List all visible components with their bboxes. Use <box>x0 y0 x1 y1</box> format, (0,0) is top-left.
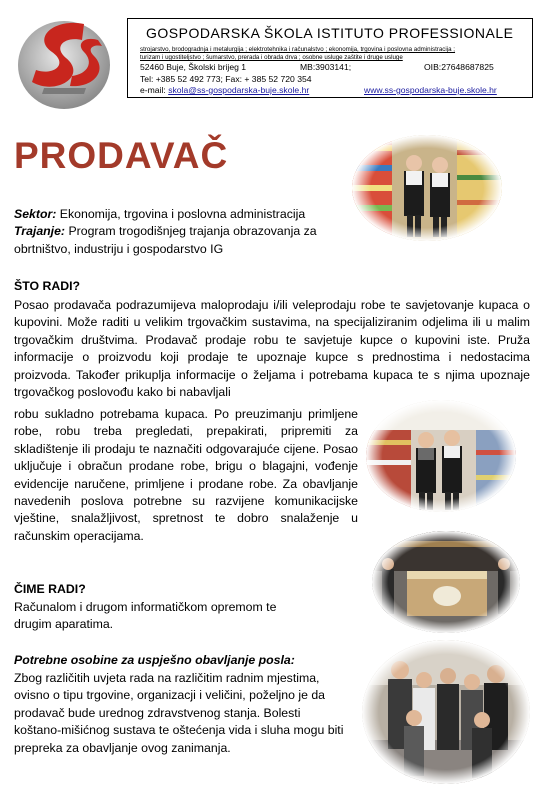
address-row <box>140 62 494 72</box>
departments-line-2: turizam i ugostiteljstvo ; šumarstvo, prerada i obrada drva ; osobne usluge zaštite i druge usluge <box>140 54 403 61</box>
address: 52460 Buje, Školski brijeg 1 <box>140 62 247 72</box>
fair-stand-photo <box>372 531 520 634</box>
duration-label: Trajanje: <box>14 224 66 239</box>
email-label: e-mail: <box>140 85 166 95</box>
school-logo <box>14 10 114 115</box>
works-with-heading: ČIME RADI? <box>14 582 86 596</box>
sector-value: Ekonomija, trgovina i poslovna administracija <box>56 207 306 221</box>
duration-value: Program trogodišnjeg trajanja obrazovanja za obrtništvo, industriju i gospodarstvo IG <box>14 224 317 256</box>
oib-number: OIB:27648687825 <box>424 62 494 72</box>
store-staff-photo <box>352 135 502 242</box>
school-name: GOSPODARSKA ŠKOLA ISTITUTO PROFESSIONALE <box>146 25 514 41</box>
students-group-photo <box>362 640 530 784</box>
page-title: PRODAVAČ <box>14 135 229 176</box>
mb-number: MB:3903141; <box>300 62 352 72</box>
email-row <box>140 85 497 95</box>
store-interior-photo <box>366 400 516 513</box>
what-does-heading: ŠTO RADI? <box>14 279 81 293</box>
email-link[interactable]: skola@ss-gospodarska-buje.skole.hr <box>168 85 310 95</box>
sector-duration-block <box>14 206 349 258</box>
what-does-paragraph-1: Posao prodavača podrazumijeva maloprodaju i/ili veleprodaju robe te savjetovanje kupaca o kupovini. Može raditi u velikim trgovačkim sustavima, na specijaliziranim odjelima ili u malim trgovačkim društvima. Prodavač prodaje robu te savjetuje kupce o kupovini iste. Pruža informacije o proizvodu koji prodaje te upoznaje kupce s prednostima i nedostacima proizvoda. Također prikuplja informacije o željama i potrebama kupaca te s njima upoznaje trgovačkog poslovođu kako bi nabavljali <box>14 298 530 400</box>
school-header-box <box>127 18 533 98</box>
departments-line-1: strojarstvo, brodogradnja i metalurgija ; elektrotehnika i računalstvo ; ekonomija, trgovina i poslovna administracija ; <box>140 46 456 53</box>
required-traits-text: Zbog različitih uvjeta rada na različitim radnim mjestima, ovisno o tipu trgovine, organizacji i veličini, poželjno je da prodavač bude urednog zdravstvenog stanja. Bolesti koštano-mišićnog sustava te oštećenja vida i sluha mogu biti prepreka za obavljanje ovog zanimanja. <box>14 671 344 755</box>
what-does-paragraph-2: robu sukladno potrebama kupaca. Po preuzimanju primljene robe, robu treba pregledati, prepakirati, pripremiti za skladištenje ili prodaju te naznačiti odgovarajuće cijene. Posao uključuje i obračun prodane robe, brigu o blagajni, vođenje evidencije naručene, primljene i prodane robe. Za obavljanje navedenih poslova potrebne su razvijene komunikacijske vještine, snalažljivost, spretnost te dobro snalaženje u računskim operacijama. <box>14 407 358 543</box>
sector-label: Sektor: <box>14 207 57 221</box>
website-link[interactable]: www.ss-gospodarska-buje.skole.hr <box>364 85 497 95</box>
phone-fax: Tel: +385 52 492 773; Fax: + 385 52 720 354 <box>140 74 312 84</box>
works-with-text: Računalom i drugom informatičkom opremom te drugim aparatima. <box>14 600 277 632</box>
required-traits-heading: Potrebne osobine za uspješno obavljanje posla: <box>14 653 295 667</box>
